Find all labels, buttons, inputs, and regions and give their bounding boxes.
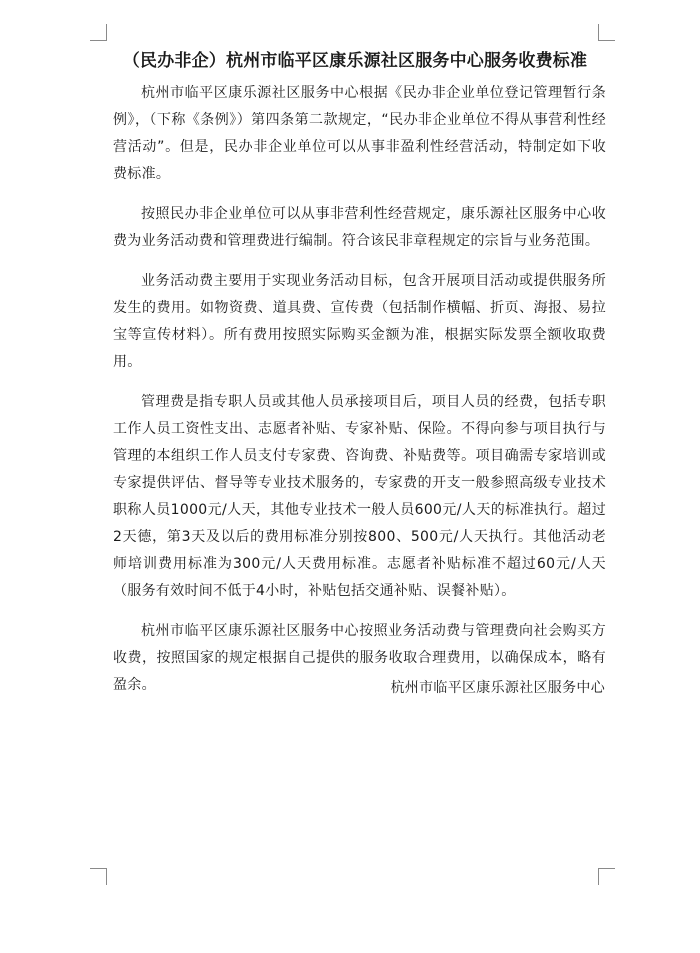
crop-mark-bottom-right	[598, 868, 615, 885]
paragraph-fee-categories: 按照民办非企业单位可以从事非营利性经营规定，康乐源社区服务中心收费为业务活动费和管理费进行编制。符合该民非章程规定的宗旨与业务范围。	[113, 206, 606, 249]
crop-mark-top-right	[598, 24, 615, 41]
paragraph-activity-fee: 业务活动费主要用于实现业务活动目标，包含开展项目活动或提供服务所发生的费用。如物资费、道具费、宣传费（包括制作横幅、折页、海报、易拉宝等宣传材料）。所有费用按照实际购买金额为准，根据实际发票全额收取费用。	[113, 273, 606, 370]
signature-organization: 杭州市临平区康乐源社区服务中心	[390, 680, 605, 696]
paragraph-legal-basis: 杭州市临平区康乐源社区服务中心根据《民办非企业单位登记管理暂行条例》，（下称《条例》）第四条第二款规定，“民办非企业单位不得从事营利性经营活动”。但是，民办非企业单位可以从事非盈利性经营活动，特制定如下收费标准。	[113, 85, 606, 182]
document-title: （民办非企）杭州市临平区康乐源社区服务中心服务收费标准	[122, 51, 588, 71]
document-body	[113, 80, 606, 712]
paragraph-charging-principle: 杭州市临平区康乐源社区服务中心按照业务活动费与管理费向社会购买方收费，按照国家的规定根据自己提供的服务收取合理费用，以确保成本，略有盈余。	[113, 623, 606, 693]
paragraph-management-fee: 管理费是指专职人员或其他人员承接项目后，项目人员的经费，包括专职工作人员工资性支出、志愿者补贴、专家补贴、保险。不得向参与项目执行与管理的本组织工作人员支付专家费、咨询费、补贴费等。项目确需专家培训或专家提供评估、督导等专业技术服务的，专家费的开支一般参照高级专业技术职称人员1000元/人天，其他专业技术一般人员600元/人天的标准执行。超过2天德，第3天及以后的费用标准分别按800、500元/人天执行。其他活动老师培训费用标准为300元/人天费用标准。志愿者补贴标准不超过60元/人天（服务有效时间不低于4小时，补贴包括交通补贴、误餐补贴）。	[113, 394, 606, 599]
crop-mark-top-left	[90, 24, 107, 41]
crop-mark-bottom-left	[90, 868, 107, 885]
